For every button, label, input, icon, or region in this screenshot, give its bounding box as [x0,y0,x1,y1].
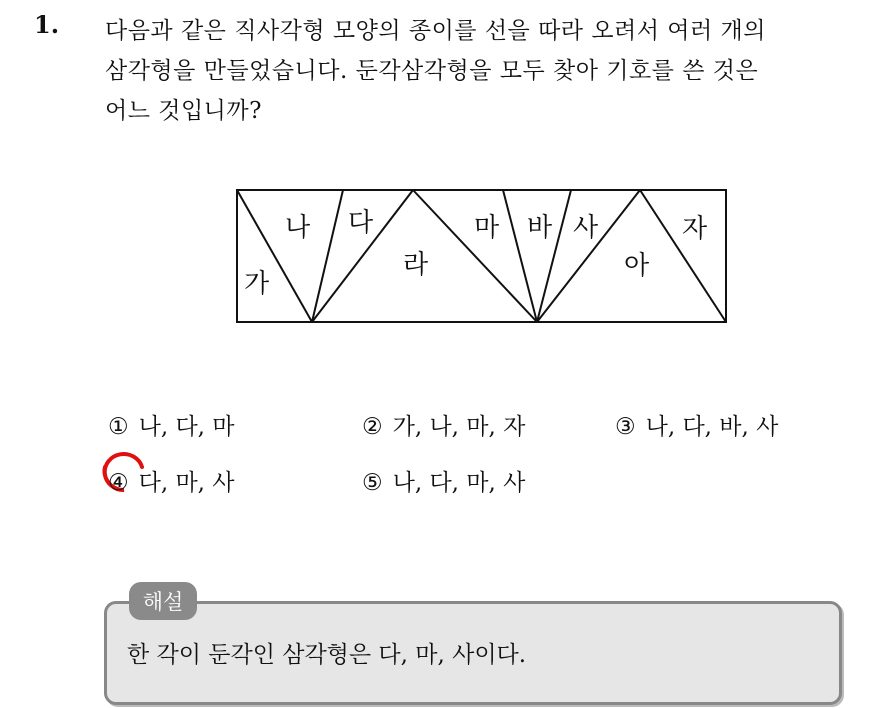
option-4[interactable] [108,464,235,497]
cut-line [537,190,571,322]
triangle-label: 아 [624,251,650,281]
triangle-label: 사 [573,213,599,243]
question-text-line-2: 삼각형을 만들었습니다. 둔각삼각형을 모두 찾아 기호를 쓴 것은 [105,58,759,84]
option-marker: ④ [108,470,129,496]
cut-line [640,190,726,322]
explanation-text: 한 각이 둔각인 삼각형은 다, 마, 사이다. [127,642,527,668]
cut-line [237,190,312,322]
triangle-label: 자 [682,214,708,244]
option-text: 가, 나, 마, 자 [392,414,526,440]
triangle-label: 다 [348,208,374,238]
option-marker: ⑤ [362,470,383,496]
option-text: 나, 다, 마, 사 [392,470,526,496]
option-1[interactable] [108,408,235,441]
question-text-line-3: 어느 것입니까? [105,98,262,124]
question-text-line-1: 다음과 같은 직사각형 모양의 종이를 선을 따라 오려서 여러 개의 [105,18,766,44]
option-text: 나, 다, 바, 사 [645,414,779,440]
triangle-label: 나 [285,213,311,243]
option-text: 나, 다, 마 [138,414,235,440]
figure-lines [237,190,726,322]
option-marker: ① [108,414,129,440]
triangle-label: 라 [403,250,429,280]
option-marker: ② [362,414,383,440]
explanation-tag: 해설 [129,582,197,620]
option-2[interactable] [362,408,525,441]
cut-line [503,190,537,322]
option-text: 다, 마, 사 [138,470,235,496]
option-marker: ③ [615,414,636,440]
cut-line [413,190,537,322]
triangle-label: 가 [244,269,270,299]
triangle-label: 마 [474,213,500,243]
option-3[interactable] [615,408,778,441]
option-5[interactable] [362,464,525,497]
question-number: 1. [34,10,60,39]
triangle-label: 바 [527,213,553,243]
